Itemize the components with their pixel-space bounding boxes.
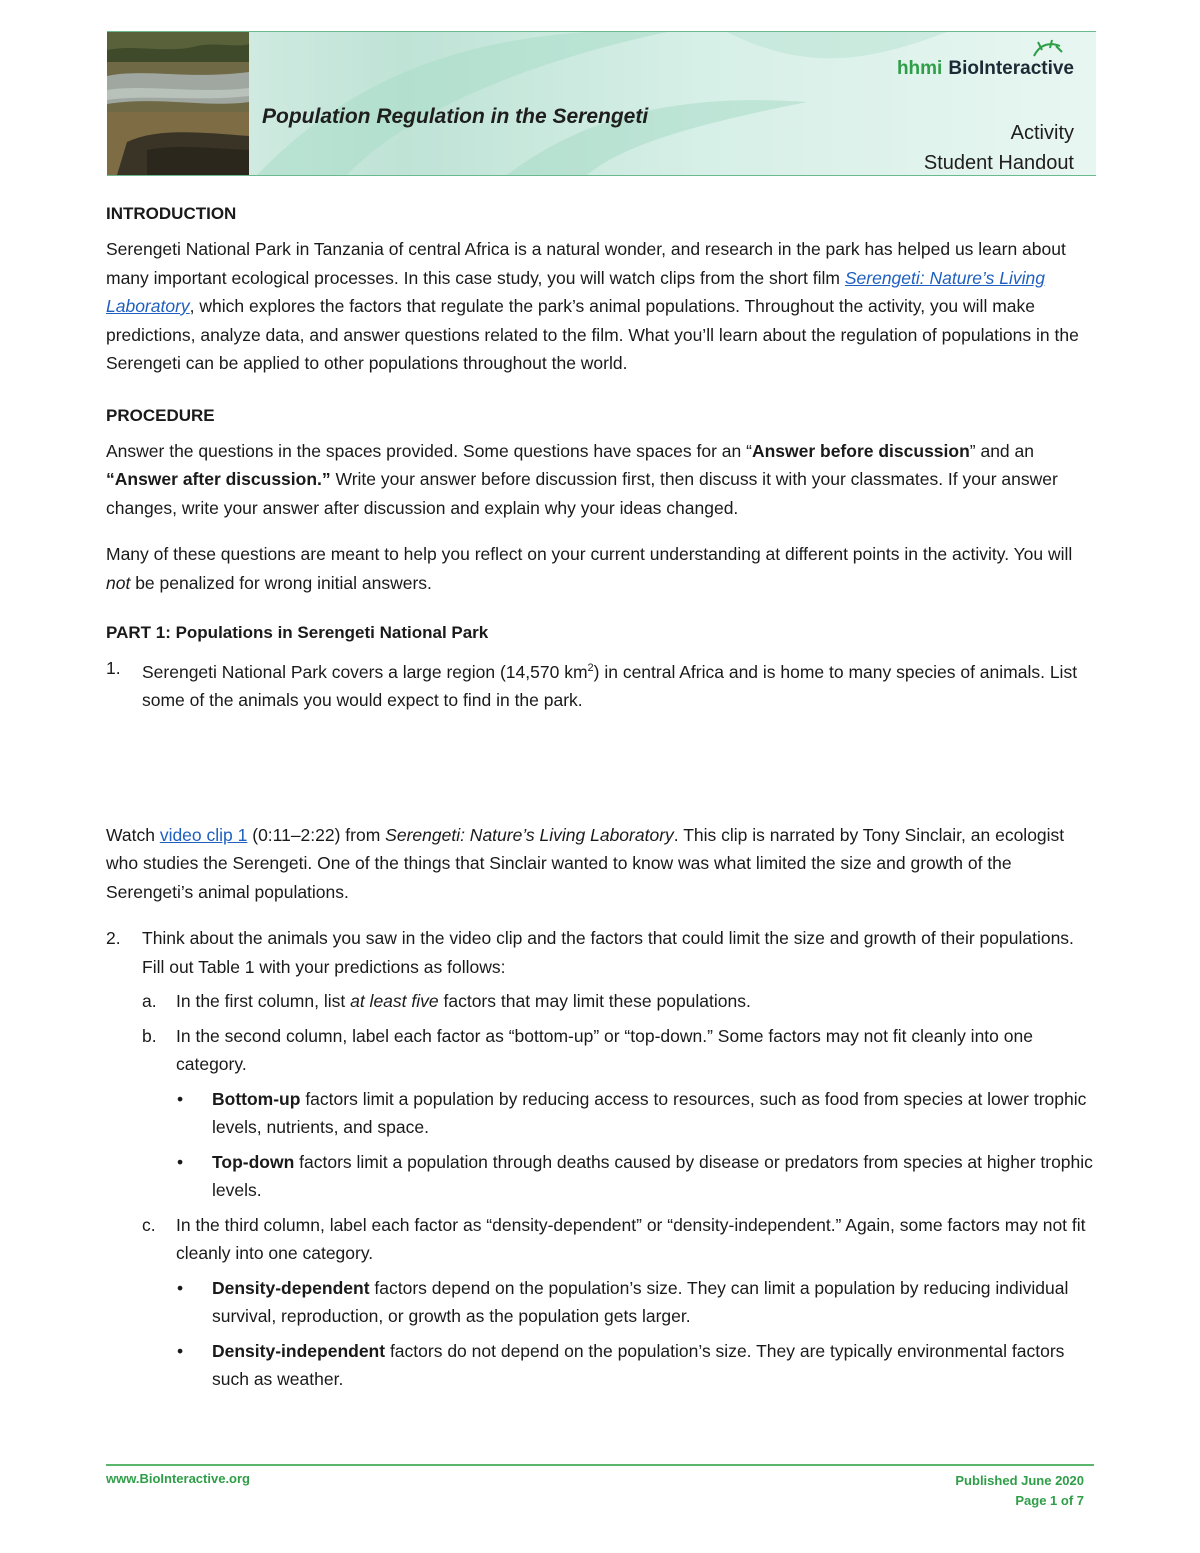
logo-hhmi-text: hhmi xyxy=(896,58,943,79)
bottom-up-bullet xyxy=(106,1085,1094,1142)
density-dependent-term: Density-dependent xyxy=(212,1277,370,1298)
film-title-italic: Serengeti: Nature’s Living Laboratory xyxy=(385,824,674,845)
question-2a-text-b: factors that may limit these populations. xyxy=(438,991,751,1012)
watch-text-2: (0:11–2:22) from xyxy=(247,824,386,845)
procedure-paragraph-2 xyxy=(106,540,1094,597)
video-clip-1-link[interactable]: video clip 1 xyxy=(159,824,248,845)
bullet-dot: • xyxy=(177,1277,184,1298)
procedure-text-4: Many of these questions are meant to help you reflect on your current understanding at different points in the activity. You will xyxy=(106,544,1073,564)
question-2a xyxy=(106,987,1094,1016)
watch-text-3: . This clip is narrated by Tony Sinclair, an ecologist who studies the Serengeti. One of the things that Sinclair wanted to know was what limited the size and growth of the Serengeti’s animal populations. xyxy=(106,824,1065,902)
published-date: Published June 2020 xyxy=(955,1473,1084,1488)
footer-info xyxy=(955,1471,1084,1511)
answer-before-label: Answer before discussion xyxy=(751,440,970,461)
question-2c-text: In the third column, label each factor as “density-dependent” or “density-independent.” Again, some factors may not fit cleanly into one category. xyxy=(176,1214,1086,1264)
activity-label: Activity xyxy=(1010,122,1074,144)
density-independent-definition: factors do not depend on the population’s size. They are typically environmental factors such as weather. xyxy=(212,1340,1065,1390)
logo-biointeractive-text: BioInteractive xyxy=(948,58,1074,79)
bullet-dot: • xyxy=(177,1340,184,1361)
intro-text-1: Serengeti National Park in Tanzania of central Africa is a natural wonder, and research in the park has helped us learn about many important ecological processes. In this case study, you will watch clips from the short film xyxy=(106,239,1066,288)
watch-clip-paragraph xyxy=(106,821,1094,907)
page-number: Page 1 of 7 xyxy=(1015,1493,1084,1508)
intro-text-2: , which explores the factors that regulate the park’s animal populations. Throughout the activity, you will make predictions, analyze data, and answer questions related to the film. What you’ll learn about the regulation of populations in the Serengeti can be applied to other populations throughout the world. xyxy=(106,296,1079,373)
question-2b-letter: b. xyxy=(142,1025,157,1046)
bottom-up-term: Bottom-up xyxy=(212,1088,301,1109)
procedure-emphasis: not xyxy=(106,572,131,593)
watch-text-1: Watch xyxy=(106,824,160,845)
procedure-paragraph-1 xyxy=(106,437,1094,523)
question-2c xyxy=(106,1211,1094,1268)
top-down-term: Top-down xyxy=(212,1151,295,1172)
introduction-heading: INTRODUCTION xyxy=(106,204,237,223)
question-1 xyxy=(106,654,1094,715)
footer-divider xyxy=(106,1464,1094,1466)
student-handout-label: Student Handout xyxy=(923,152,1074,174)
page-title: Population Regulation in the Serengeti xyxy=(262,105,649,128)
top-down-definition: factors limit a population through deaths caused by disease or predators from species at higher trophic levels. xyxy=(212,1151,1093,1201)
bottom-up-definition: factors limit a population by reducing access to resources, such as food from species at lower trophic levels, nutrients, and space. xyxy=(212,1088,1087,1138)
question-2a-emphasis: at least five xyxy=(350,991,439,1012)
serengeti-landscape-image xyxy=(107,32,249,175)
question-2a-text-a: In the first column, list xyxy=(176,991,351,1012)
document-type xyxy=(924,118,1074,176)
question-2a-letter: a. xyxy=(142,991,157,1012)
handout-body xyxy=(106,200,1094,1394)
density-dependent-bullet xyxy=(106,1274,1094,1331)
lizard-logo-icon xyxy=(1030,38,1066,62)
question-1-text-b: ) in central Africa and is home to many species of animals. List some of the animals you would expect to find in the park. xyxy=(142,661,1078,711)
question-2b-text: In the second column, label each factor as “bottom-up” or “top-down.” Some factors may not fit cleanly into one category. xyxy=(176,1025,1033,1075)
serengeti-photo xyxy=(107,32,249,175)
procedure-text-1: Answer the questions in the spaces provided. Some questions have spaces for an “ xyxy=(106,440,752,461)
question-2-text: Think about the animals you saw in the video clip and the factors that could limit the size and growth of their populations. Fill out Table 1 with your predictions as follows: xyxy=(142,928,1074,977)
header-banner xyxy=(107,31,1096,176)
question-2-number: 2. xyxy=(106,928,121,949)
introduction-paragraph xyxy=(106,235,1094,378)
density-independent-bullet xyxy=(106,1337,1094,1394)
part1-heading: PART 1: Populations in Serengeti National Park xyxy=(106,623,489,642)
top-down-bullet xyxy=(106,1148,1094,1205)
procedure-text-2: ” and an xyxy=(969,440,1034,461)
question-2c-letter: c. xyxy=(142,1214,156,1235)
procedure-text-3: Write your answer before discussion first, then discuss it with your classmates. If your answer changes, write your answer after discussion and explain why your ideas changed. xyxy=(106,469,1058,518)
question-2 xyxy=(106,924,1094,981)
density-dependent-definition: factors depend on the population’s size. They can limit a population by reducing individual survival, reproduction, or growth as the population gets larger. xyxy=(212,1277,1069,1327)
biointeractive-logo xyxy=(897,58,1074,80)
question-1-text-a: Serengeti National Park covers a large region (14,570 km xyxy=(142,661,588,682)
question-2b xyxy=(106,1022,1094,1079)
bullet-dot: • xyxy=(177,1151,184,1172)
question-1-number: 1. xyxy=(106,658,121,678)
bullet-dot: • xyxy=(177,1088,184,1109)
density-independent-term: Density-independent xyxy=(212,1340,386,1361)
footer-website-link[interactable]: www.BioInteractive.org xyxy=(106,1471,250,1486)
serengeti-film-link[interactable]: Serengeti: Nature’s Living Laboratory xyxy=(106,267,1045,316)
superscript-2: 2 xyxy=(587,662,594,674)
procedure-heading: PROCEDURE xyxy=(106,405,215,425)
procedure-text-5: be penalized for wrong initial answers. xyxy=(130,572,432,593)
answer-after-label: “Answer after discussion.” xyxy=(106,469,331,489)
